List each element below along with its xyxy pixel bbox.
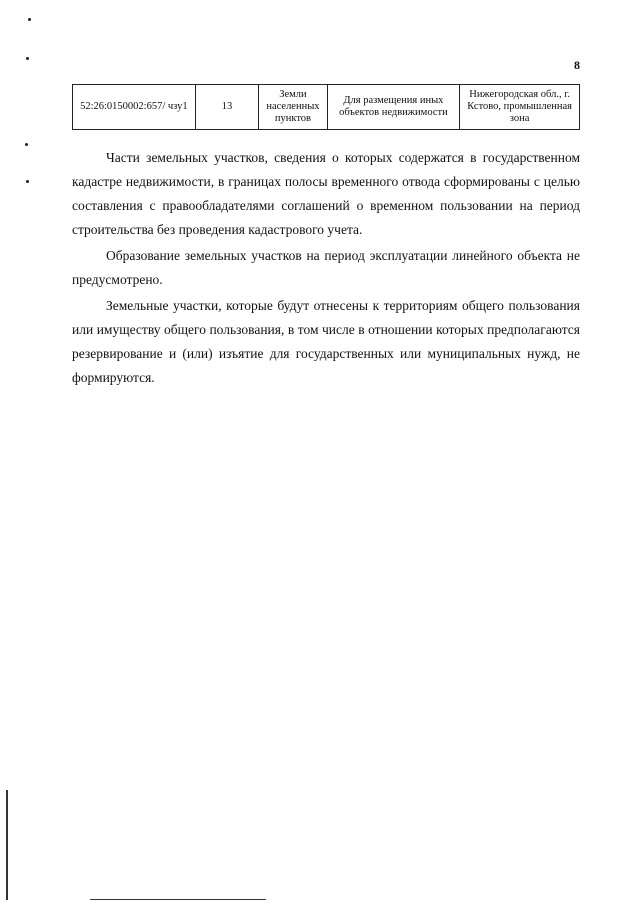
table-row — [73, 85, 580, 130]
page-number: 8 — [574, 58, 580, 72]
permitted-use-cell: Для размещения иных объектов недвижимости — [327, 85, 460, 130]
parcel-table — [72, 84, 580, 130]
land-category-cell: Земли населенных пунктов — [259, 85, 327, 130]
body-text — [72, 146, 580, 390]
number-cell: 13 — [195, 85, 259, 130]
scan-mark — [26, 57, 29, 60]
paragraph: Образование земельных участков на период эксплуатации линейного объекта не предусмотрено. — [72, 248, 580, 287]
scan-mark — [28, 18, 31, 21]
paragraph: Части земельных участков, сведения о которых содержатся в государственном кадастре недвижимости, в границах полосы временного отвода сформированы с целью составления с правообладателями соглашений о временном пользовании на период строительства без проведения кадастрового учета. — [72, 150, 580, 237]
cadastral-id-cell: 52:26:0150002:657/ чзу1 — [73, 85, 196, 130]
scan-mark — [26, 180, 29, 183]
paragraph: Земельные участки, которые будут отнесены к территориям общего пользования или имуществу общего пользования, в том числе в отношении которых предполагаются резервирование и (или) изъятие для государственных или муниципальных нужд, не формируются. — [72, 298, 580, 385]
scan-mark — [90, 899, 266, 900]
location-cell: Нижегородская обл., г. Кстово, промышленная зона — [460, 85, 580, 130]
scan-mark — [25, 143, 28, 146]
scan-mark — [6, 790, 8, 900]
